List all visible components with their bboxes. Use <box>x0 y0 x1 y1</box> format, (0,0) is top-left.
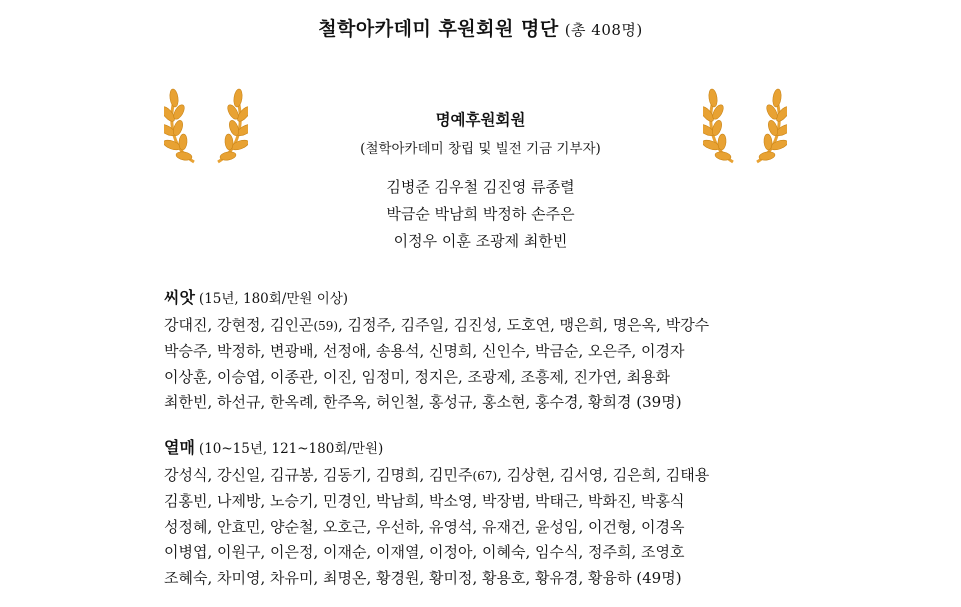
title-count: (총 408명) <box>564 21 643 39</box>
member-line <box>164 313 944 339</box>
member-note: (67) <box>472 469 498 483</box>
member-text: 강대진, 강현정, 김인곤 <box>164 316 314 334</box>
section-yeolmae <box>164 437 944 592</box>
member-line: 조혜숙, 차미영, 차유미, 최명온, 황경원, 황미정, 황용호, 황유경, 황융하 (49명) <box>164 569 682 588</box>
title-main: 철학아카데미 후원회원 명단 <box>318 18 559 40</box>
member-line: 최한빈, 하선규, 한옥례, 한주옥, 허인철, 홍성규, 홍소현, 홍수경, 황희경 (39명) <box>164 393 682 412</box>
member-list <box>164 313 944 416</box>
member-text: , 김상현, 김서영, 김은희, 김태용 <box>497 466 710 484</box>
member-line: 박승주, 박정하, 변광배, 선정애, 송용석, 신명희, 신인수, 박금순, 오은주, 이경자 <box>164 341 685 360</box>
section-ssiat <box>164 287 944 416</box>
honor-names-line: 이정우 이훈 조광제 최한빈 <box>393 232 568 250</box>
section-name: 씨앗 <box>164 288 195 307</box>
section-desc: (10~15년, 121~180회/만원) <box>198 441 384 457</box>
member-line: 성정혜, 안효민, 양순철, 오호근, 우선하, 유영석, 유재건, 윤성임, 이건형, 이경옥 <box>164 517 685 536</box>
member-line <box>164 463 944 489</box>
member-text: 강성식, 강신일, 김규봉, 김동기, 김명희, 김민주 <box>164 466 473 484</box>
member-note: (59) <box>313 319 339 333</box>
honor-names-line: 김병준 김우철 김진영 류종렬 <box>386 178 575 196</box>
member-list <box>164 463 944 592</box>
page-title <box>0 14 961 41</box>
honor-heading: 명예후원회원 <box>435 110 526 129</box>
section-desc: (15년, 180회/만원 이상) <box>198 291 349 307</box>
honor-names <box>0 174 961 255</box>
member-line: 이상훈, 이승엽, 이종관, 이진, 임정미, 정지은, 조광제, 조흥제, 진가연, 최용화 <box>164 367 671 386</box>
member-line: 김홍빈, 나제방, 노승기, 민경인, 박남희, 박소영, 박장범, 박태근, 박화진, 박홍식 <box>164 491 685 510</box>
member-text: , 김정주, 김주일, 김진성, 도호연, 맹은희, 명은옥, 박강수 <box>338 316 710 334</box>
member-line: 이병엽, 이원구, 이은정, 이재순, 이재열, 이정아, 이혜숙, 임수식, 정주희, 조영호 <box>164 543 685 562</box>
honor-subtitle: (철학아카데미 창립 및 빌전 기금 기부자) <box>360 141 601 157</box>
section-heading <box>164 437 944 463</box>
section-name: 열매 <box>164 438 195 457</box>
honor-names-line: 박금순 박남희 박정하 손주은 <box>386 205 575 223</box>
section-heading <box>164 287 944 313</box>
